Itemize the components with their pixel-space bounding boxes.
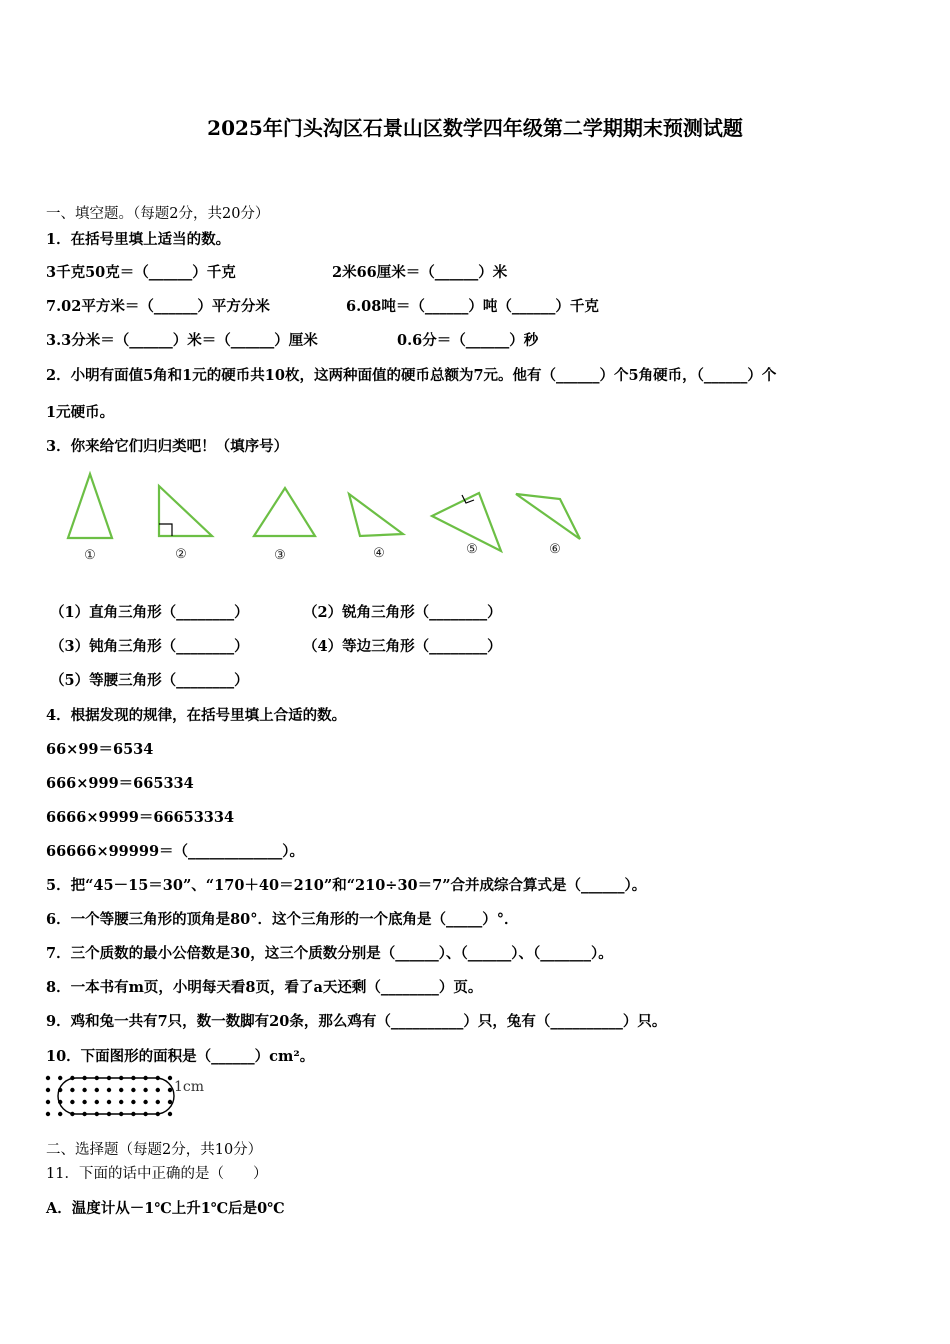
triangle-2 xyxy=(159,486,212,536)
q4-eq3: 6666×9999＝66653334 xyxy=(46,809,235,826)
grid-dot xyxy=(168,1100,172,1104)
section1-header: 一、填空题。（每题2分，共20分） xyxy=(46,206,270,222)
triangle-figures xyxy=(55,466,595,566)
triangle-label-3: ③ xyxy=(274,548,286,563)
q6: 6．一个等腰三角形的顶角是80°．这个三角形的一个底角是（_____）°． xyxy=(46,911,519,928)
q4-eq2: 666×999＝665334 xyxy=(46,775,194,792)
grid-dot xyxy=(168,1088,172,1092)
dot-grid-figure xyxy=(44,1072,234,1124)
grid-dot xyxy=(143,1100,147,1104)
q3-answer-4: （4）等边三角形（________） xyxy=(303,638,502,655)
q2-line2: 1元硬币。 xyxy=(46,404,115,421)
q1-row1-a: 3千克50克＝（______）千克 xyxy=(46,264,236,281)
triangle-4 xyxy=(349,494,403,536)
grid-dot xyxy=(58,1112,62,1116)
grid-dot xyxy=(156,1100,160,1104)
right-angle-mark-2 xyxy=(159,524,172,536)
grid-dot xyxy=(82,1088,86,1092)
grid-dot xyxy=(58,1076,62,1080)
grid-dot xyxy=(46,1076,50,1080)
q9: 9．鸡和兔一共有7只，数一数脚有20条，那么鸡有（__________）只，兔有（__________）只。 xyxy=(46,1013,667,1030)
q11-option-a: A．温度计从－1℃上升1℃后是0℃ xyxy=(46,1200,285,1217)
grid-dot xyxy=(46,1100,50,1104)
q3-answer-5: （5）等腰三角形（________） xyxy=(50,672,249,689)
grid-dot xyxy=(131,1088,135,1092)
triangle-label-2: ② xyxy=(175,547,187,562)
q11: 11．下面的话中正确的是（ ） xyxy=(46,1166,268,1182)
grid-dot xyxy=(82,1100,86,1104)
q1-row3-a: 3.3分米＝（______）米＝（______）厘米 xyxy=(46,332,318,349)
grid-dot xyxy=(131,1100,135,1104)
q1-row2-a: 7.02平方米＝（______）平方分米 xyxy=(46,298,270,315)
triangle-label-6: ⑥ xyxy=(549,542,561,557)
q3-stem: 3．你来给它们归归类吧！（填序号） xyxy=(46,438,289,455)
q1-row2-b: 6.08吨＝（______）吨（______）千克 xyxy=(346,298,599,315)
grid-dot xyxy=(168,1076,172,1080)
triangle-label-5: ⑤ xyxy=(466,542,478,557)
q5: 5．把“45－15＝30”、“170＋40＝210”和“210÷30＝7”合并成综合算式是（______）。 xyxy=(46,877,647,894)
q4-eq1: 66×99＝6534 xyxy=(46,741,154,758)
grid-dot xyxy=(46,1088,50,1092)
q8: 8．一本书有m页，小明每天看8页，看了a天还剩（________）页。 xyxy=(46,979,483,996)
q2-line1: 2．小明有面值5角和1元的硬币共10枚，这两种面值的硬币总额为7元。他有（______）个5角硬币，（______）个 xyxy=(46,367,777,384)
grid-dot xyxy=(143,1088,147,1092)
q1-row1-b: 2米66厘米＝（______）米 xyxy=(332,264,508,281)
unit-label: 1cm xyxy=(174,1079,205,1095)
page-title: 2025年门头沟区石景山区数学四年级第二学期期末预测试题 xyxy=(207,116,743,140)
grid-dot xyxy=(70,1088,74,1092)
triangle-label-1: ① xyxy=(84,548,96,563)
triangle-label-4: ④ xyxy=(373,546,385,561)
section2-header: 二、选择题（每题2分，共10分） xyxy=(46,1142,263,1158)
grid-dot xyxy=(156,1088,160,1092)
q7: 7．三个质数的最小公倍数是30，这三个质数分别是（______）、（______）、（_______）。 xyxy=(46,945,613,962)
q10-stem: 10．下面图形的面积是（______）cm²。 xyxy=(46,1048,315,1065)
q3-answer-3: （3）钝角三角形（________） xyxy=(50,638,249,655)
grid-dot xyxy=(168,1112,172,1116)
grid-dot xyxy=(95,1088,99,1092)
q3-answer-1: （1）直角三角形（________） xyxy=(50,604,249,621)
q3-answer-2: （2）锐角三角形（________） xyxy=(303,604,502,621)
triangle-1 xyxy=(68,474,112,538)
q4-eq4: 66666×99999＝（_____________）。 xyxy=(46,843,305,860)
grid-dot xyxy=(107,1100,111,1104)
grid-dot xyxy=(107,1088,111,1092)
triangle-3 xyxy=(254,488,315,536)
q1-row3-b: 0.6分＝（______）秒 xyxy=(397,332,539,349)
grid-dot xyxy=(95,1100,99,1104)
grid-dot xyxy=(70,1100,74,1104)
racetrack-shape xyxy=(58,1078,174,1114)
q1-stem: 1．在括号里填上适当的数。 xyxy=(46,231,231,248)
grid-dot xyxy=(119,1100,123,1104)
triangle-6 xyxy=(516,494,580,539)
grid-dot xyxy=(119,1088,123,1092)
grid-dot xyxy=(46,1112,50,1116)
q4-stem: 4．根据发现的规律，在括号里填上合适的数。 xyxy=(46,707,347,724)
